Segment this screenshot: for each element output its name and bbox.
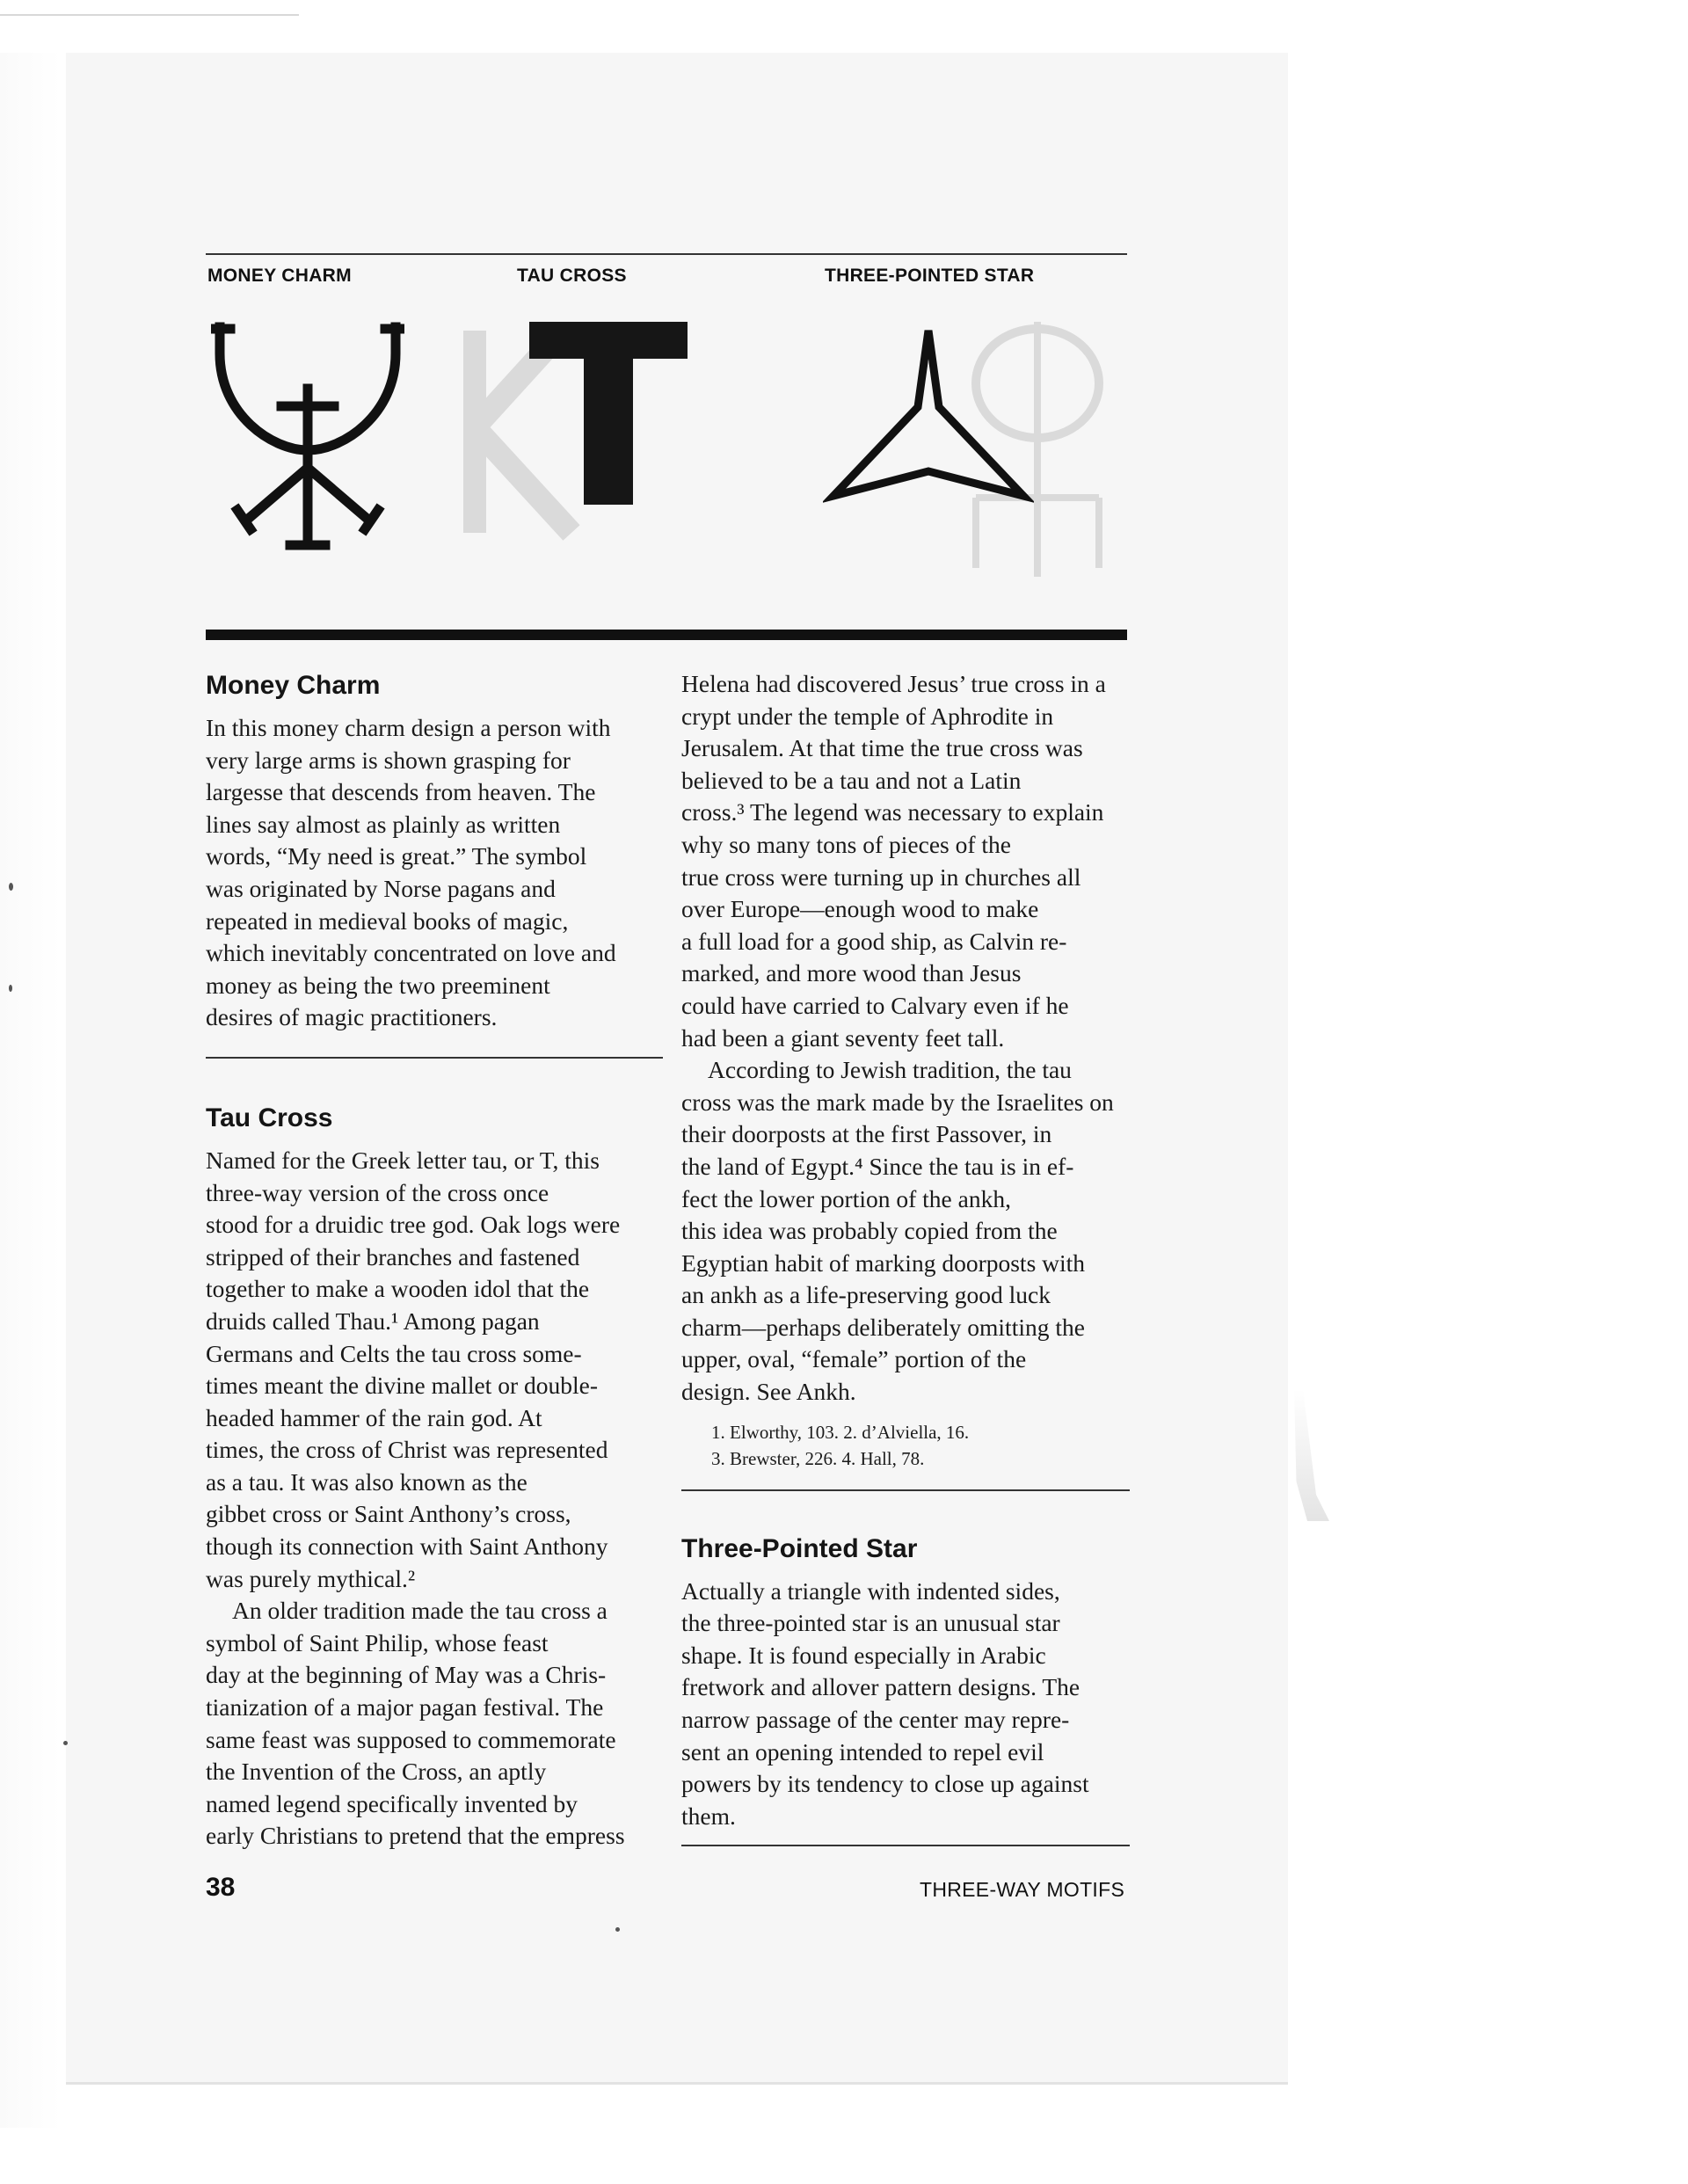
- text-line: true cross were turning up in churches all: [681, 863, 1081, 891]
- page-bottom-edge: [66, 2082, 1288, 2085]
- text-line: this idea was probably copied from the: [681, 1217, 1058, 1245]
- scan-shadow: [1285, 1389, 1329, 1521]
- text-line: why so many tons of pieces of the: [681, 830, 1011, 858]
- text-line: as a tau. It was also known as the: [206, 1467, 528, 1496]
- section-rule: [681, 1489, 1130, 1491]
- text-line: Named for the Greek letter tau, or T, this: [206, 1146, 600, 1174]
- text-line: powers by its tendency to close up against: [681, 1770, 1089, 1798]
- text-line: was purely mythical.²: [206, 1564, 416, 1592]
- scan-edge-top: [0, 14, 299, 16]
- text-line: named legend specifically invented by: [206, 1789, 578, 1817]
- text-line: the Invention of the Cross, an aptly: [206, 1758, 547, 1786]
- text-line: narrow passage of the center may repre-: [681, 1706, 1070, 1734]
- text-line: money as being the two preeminent: [206, 971, 550, 999]
- text-line: a full load for a good ship, as Calvin re-: [681, 927, 1067, 955]
- scan-speck: [9, 883, 13, 891]
- text-line: three-way version of the cross once: [206, 1178, 549, 1206]
- section-rule: [681, 1845, 1130, 1846]
- three-pointed-star-icon: [823, 324, 1034, 508]
- money-charm-body: [206, 712, 663, 1034]
- text-line: very large arms is shown grasping for: [206, 746, 571, 774]
- right-column: [681, 668, 1130, 1846]
- text-line: cross was the mark made by the Israelites on: [681, 1088, 1114, 1116]
- text-line: the land of Egypt.⁴ Since the tau is in ef-: [681, 1152, 1074, 1180]
- text-line: day at the beginning of May was a Chris-: [206, 1661, 607, 1689]
- text-line: over Europe—enough wood to make: [681, 895, 1039, 923]
- text-line: words, “My need is great.” The symbol: [206, 842, 587, 870]
- footnote-line: 1. Elworthy, 103. 2. d’Alviella, 16.: [711, 1421, 970, 1443]
- text-line: was originated by Norse pagans and: [206, 874, 556, 902]
- text-line: early Christians to pretend that the empress: [206, 1822, 625, 1850]
- page-number: 38: [206, 1873, 236, 1902]
- text-line: desires of magic practitioners.: [206, 1003, 498, 1031]
- scan-edge-left: [0, 53, 62, 2128]
- text-line: fretwork and allover pattern designs. The: [681, 1673, 1080, 1701]
- money-charm-heading: Money Charm: [206, 671, 381, 700]
- text-line: Egyptian habit of marking doorposts with: [681, 1249, 1086, 1277]
- header-rule: [206, 253, 1127, 255]
- text-line: fect the lower portion of the ankh,: [681, 1184, 1011, 1212]
- text-line: their doorposts at the first Passover, in: [681, 1120, 1052, 1148]
- caption-three-pointed-star: THREE-POINTED STAR: [825, 266, 1035, 286]
- text-line: could have carried to Calvary even if he: [681, 991, 1069, 1019]
- text-line: them.: [681, 1802, 736, 1830]
- text-line: had been a giant seventy feet tall.: [681, 1023, 1005, 1052]
- text-line: an ankh as a life-preserving good luck: [681, 1281, 1051, 1309]
- text-line: crypt under the temple of Aphrodite in: [681, 702, 1054, 730]
- text-line: An older tradition made the tau cross a: [232, 1597, 608, 1625]
- text-line: though its connection with Saint Anthony: [206, 1532, 608, 1561]
- text-line: largesse that descends from heaven. The: [206, 778, 596, 806]
- footnote-line: 3. Brewster, 226. 4. Hall, 78.: [711, 1447, 925, 1469]
- text-line: same feast was supposed to commemorate: [206, 1725, 616, 1753]
- money-charm-icon: [211, 318, 404, 556]
- text-line: charm—perhaps deliberately omitting the: [681, 1313, 1085, 1341]
- left-column: [206, 668, 663, 1853]
- text-line: stripped of their branches and fastened: [206, 1242, 580, 1270]
- text-line: stood for a druidic tree god. Oak logs were: [206, 1211, 621, 1239]
- text-line: druids called Thau.¹ Among pagan: [206, 1307, 540, 1335]
- text-line: the three-pointed star is an unusual star: [681, 1609, 1060, 1637]
- text-line: gibbet cross or Saint Anthony’s cross,: [206, 1500, 571, 1528]
- text-line: Jerusalem. At that time the true cross was: [681, 734, 1083, 762]
- text-line: Helena had discovered Jesus’ true cross in a: [681, 670, 1106, 697]
- scan-speck: [615, 1927, 620, 1932]
- text-line: together to make a wooden idol that the: [206, 1275, 590, 1303]
- caption-tau-cross: TAU CROSS: [517, 266, 627, 286]
- scan-speck: [9, 985, 12, 992]
- tau-cross-icon: [529, 322, 688, 506]
- text-line: tianization of a major pagan festival. The: [206, 1693, 604, 1722]
- text-line: lines say almost as plainly as written: [206, 810, 561, 838]
- text-line: believed to be a tau and not a Latin: [681, 766, 1022, 794]
- text-line: marked, and more wood than Jesus: [681, 959, 1022, 987]
- header-thick-rule: [206, 630, 1127, 640]
- tau-cross-body-continued: [681, 668, 1130, 1409]
- three-pointed-star-body: [681, 1576, 1130, 1833]
- running-footer: THREE-WAY MOTIFS: [920, 1878, 1125, 1901]
- text-line: symbol of Saint Philip, whose feast: [206, 1628, 549, 1656]
- text-line: shape. It is found especially in Arabic: [681, 1641, 1046, 1669]
- text-line: headed hammer of the rain god. At: [206, 1403, 542, 1431]
- text-line: sent an opening intended to repel evil: [681, 1737, 1044, 1765]
- text-line: which inevitably concentrated on love and: [206, 939, 616, 967]
- text-line: Actually a triangle with indented sides,: [681, 1576, 1060, 1605]
- text-line: times meant the divine mallet or double-: [206, 1372, 598, 1400]
- three-pointed-star-heading: Three-Pointed Star: [681, 1533, 918, 1563]
- tau-cross-body: [206, 1145, 663, 1853]
- tau-cross-heading: Tau Cross: [206, 1103, 333, 1132]
- text-line: repeated in medieval books of magic,: [206, 906, 569, 935]
- text-line: upper, oval, “female” portion of the: [681, 1345, 1027, 1373]
- text-line: times, the cross of Christ was represented: [206, 1436, 608, 1464]
- section-rule: [206, 1057, 663, 1059]
- footnotes: [681, 1419, 1130, 1472]
- text-line: In this money charm design a person with: [206, 714, 611, 741]
- text-line: According to Jewish tradition, the tau: [708, 1056, 1072, 1084]
- text-line: Germans and Celts the tau cross some-: [206, 1339, 582, 1367]
- text-line: cross.³ The legend was necessary to explain: [681, 798, 1104, 826]
- text-line: design. See Ankh.: [681, 1378, 856, 1406]
- scan-speck: [63, 1741, 68, 1745]
- caption-money-charm: MONEY CHARM: [207, 266, 352, 286]
